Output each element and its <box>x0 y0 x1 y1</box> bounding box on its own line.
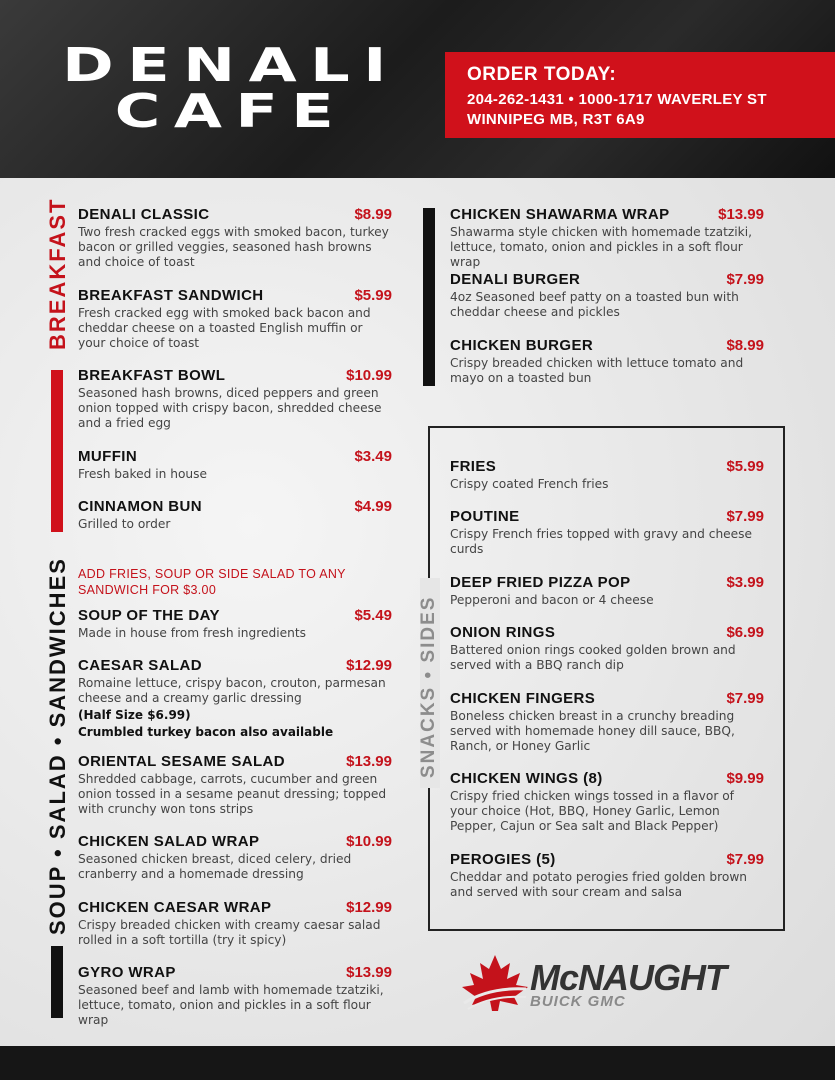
item-desc: Battered onion rings cooked golden brown and served with a BBQ ranch dip <box>450 643 736 673</box>
item-price: $13.99 <box>718 206 764 223</box>
menu-item <box>78 498 392 532</box>
menu-item <box>450 337 764 386</box>
menu-item <box>450 458 764 492</box>
order-city: WINNIPEG MB, R3T 6A9 <box>467 111 645 128</box>
menu-item <box>450 206 764 271</box>
menu-item <box>450 770 764 835</box>
order-info-box <box>445 52 835 138</box>
menu-item <box>78 448 392 482</box>
section-label-soup-salad: SOUP • SALAD • SANDWICHES <box>45 557 70 935</box>
item-price: $7.99 <box>726 851 764 868</box>
item-price: $10.99 <box>346 367 392 384</box>
item-price: $12.99 <box>346 657 392 674</box>
section-label-snacks-sides: SNACKS • SIDES <box>418 595 439 778</box>
menu-item <box>78 753 392 818</box>
item-name: SOUP OF THE DAY <box>78 607 220 624</box>
item-desc: Made in house from fresh ingredients <box>78 626 306 640</box>
sponsor-name: McNAUGHT <box>530 957 726 998</box>
item-desc: Boneless chicken breast in a crunchy breading served with homemade honey dill sauce, BBQ, Ranch, or Honey Garlic <box>450 709 735 754</box>
item-price: $8.99 <box>726 337 764 354</box>
menu-item <box>78 607 392 641</box>
order-title: ORDER TODAY: <box>467 64 617 85</box>
item-name: CHICKEN WINGS (8) <box>450 770 603 787</box>
breakfast-accent-bar <box>51 370 63 532</box>
item-desc: Fresh cracked egg with smoked back bacon and cheddar cheese on a toasted English muffin or your choice of toast <box>78 306 371 351</box>
item-desc: Two fresh cracked eggs with smoked bacon, turkey bacon or grilled veggies, seasoned hash browns and choice of toast <box>78 225 389 270</box>
item-name: ONION RINGS <box>450 624 556 641</box>
item-desc: Seasoned hash browns, diced peppers and green onion topped with crispy bacon, shredded cheese and a fried egg <box>78 386 382 431</box>
menu-item <box>450 271 764 320</box>
item-name: FRIES <box>450 458 497 475</box>
item-name: PEROGIES (5) <box>450 851 556 868</box>
item-name: DENALI CLASSIC <box>78 206 210 223</box>
menu-item <box>450 508 764 557</box>
menu-item <box>78 964 392 1029</box>
item-desc: Shredded cabbage, carrots, cucumber and green onion tossed in a sesame peanut dressing; topped with crunchy won tons strips <box>78 772 387 817</box>
item-name: CHICKEN SALAD WRAP <box>78 833 260 850</box>
menu-item <box>450 574 764 608</box>
item-name: CINNAMON BUN <box>78 498 202 515</box>
item-price: $8.99 <box>354 206 392 223</box>
logo-line-1: DENALI <box>62 38 400 92</box>
cafe-logo <box>46 38 416 138</box>
item-price: $13.99 <box>346 753 392 770</box>
item-desc: Seasoned beef and lamb with homemade tzatziki, lettuce, tomato, onion and pickles in a soft flour wrap <box>78 983 384 1028</box>
item-name: CHICKEN FINGERS <box>450 690 596 707</box>
item-desc: Pepperoni and bacon or 4 cheese <box>450 593 654 607</box>
item-desc: Seasoned chicken breast, diced celery, dried cranberry and a homemade dressing <box>78 852 352 882</box>
menu-item <box>78 657 392 740</box>
item-price: $4.99 <box>354 498 392 515</box>
item-desc: Crispy fried chicken wings tossed in a flavor of your choice (Hot, BBQ, Honey Garlic, Lemon Pepper, Cajun or Sea salt and Black Pepper) <box>450 789 734 834</box>
item-desc: Romaine lettuce, crispy bacon, crouton, parmesan cheese and a creamy garlic dressing <box>78 676 386 706</box>
order-phone-address: 204-262-1431 • 1000-1717 WAVERLEY ST <box>467 91 767 108</box>
item-desc: 4oz Seasoned beef patty on a toasted bun with cheddar cheese and pickles <box>450 290 739 320</box>
right-accent-bar <box>423 208 435 386</box>
item-name: GYRO WRAP <box>78 964 176 981</box>
soup-accent-bar <box>51 946 63 1018</box>
item-price: $10.99 <box>346 833 392 850</box>
menu-item <box>78 206 392 271</box>
item-name: CHICKEN SHAWARMA WRAP <box>450 206 670 223</box>
item-name: BREAKFAST SANDWICH <box>78 287 264 304</box>
menu-item <box>78 833 392 882</box>
item-desc: Fresh baked in house <box>78 467 207 481</box>
item-name: CHICKEN CAESAR WRAP <box>78 899 272 916</box>
item-price: $7.99 <box>726 508 764 525</box>
sponsor-logo <box>460 953 760 1013</box>
header-banner <box>0 0 835 178</box>
menu-item <box>450 851 764 900</box>
item-name: ORIENTAL SESAME SALAD <box>78 753 286 770</box>
sandwich-add-on-note: ADD FRIES, SOUP OR SIDE SALAD TO ANY SANDWICH FOR $3.00 <box>78 567 346 597</box>
menu-item <box>78 287 392 352</box>
item-desc: Cheddar and potato perogies fried golden brown and served with sour cream and salsa <box>450 870 748 900</box>
item-note: Crumbled turkey bacon also available <box>78 725 334 740</box>
item-name: DEEP FRIED PIZZA POP <box>450 574 631 591</box>
item-desc: Crispy coated French fries <box>450 477 609 491</box>
item-price: $7.99 <box>726 690 764 707</box>
item-name: MUFFIN <box>78 448 138 465</box>
item-price: $3.49 <box>354 448 392 465</box>
item-desc: Shawarma style chicken with homemade tzatziki, lettuce, tomato, onion and pickles in a soft flour wrap <box>450 225 752 270</box>
item-price: $5.99 <box>354 287 392 304</box>
item-price: $5.99 <box>726 458 764 475</box>
item-desc: Crispy breaded chicken with lettuce tomato and mayo on a toasted bun <box>450 356 744 386</box>
menu-item <box>450 624 764 673</box>
item-name: DENALI BURGER <box>450 271 581 288</box>
item-price: $3.99 <box>726 574 764 591</box>
item-name: CHICKEN BURGER <box>450 337 594 354</box>
item-price: $6.99 <box>726 624 764 641</box>
item-desc: Crispy French fries topped with gravy and cheese curds <box>450 527 753 557</box>
item-price: $12.99 <box>346 899 392 916</box>
item-price: $9.99 <box>726 770 764 787</box>
section-label-breakfast: BREAKFAST <box>45 197 70 350</box>
item-name: CAESAR SALAD <box>78 657 202 674</box>
item-price: $5.49 <box>354 607 392 624</box>
item-price: $7.99 <box>726 271 764 288</box>
item-half-size: (Half Size $6.99) <box>78 708 191 723</box>
menu-item <box>78 367 392 432</box>
menu-item <box>78 899 392 948</box>
item-price: $13.99 <box>346 964 392 981</box>
item-name: BREAKFAST BOWL <box>78 367 226 384</box>
sponsor-sub: BUICK GMC <box>530 993 626 1010</box>
menu-item <box>450 690 764 755</box>
item-desc: Grilled to order <box>78 517 171 531</box>
logo-line-2: CAFE <box>114 84 348 138</box>
maple-leaf-icon <box>460 953 530 1013</box>
item-name: POUTINE <box>450 508 520 525</box>
item-desc: Crispy breaded chicken with creamy caesar salad rolled in a soft tortilla (try it spicy) <box>78 918 381 948</box>
footer-bar <box>0 1046 835 1080</box>
